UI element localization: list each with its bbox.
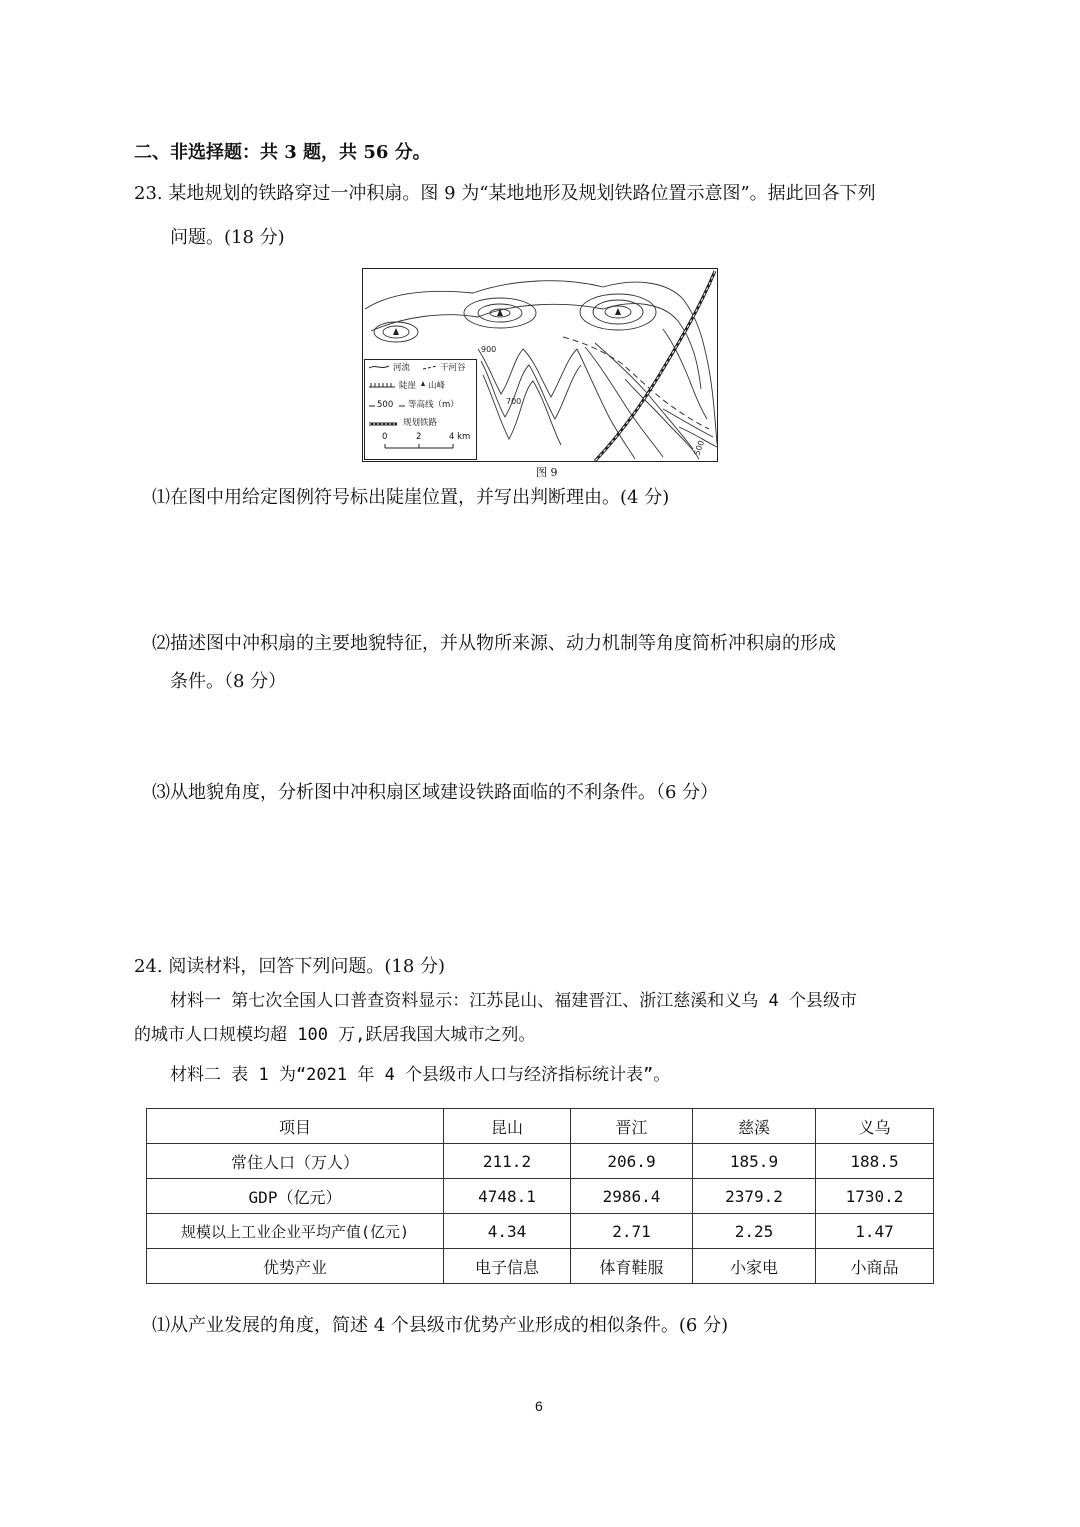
q23-sub3: ⑶从地貌角度，分析图中冲积扇区域建设铁路面临的不利条件。（6 分） xyxy=(152,782,719,803)
table-row xyxy=(147,1144,934,1179)
table-header-cell: 晋江 xyxy=(571,1109,693,1144)
peak-marker xyxy=(393,328,399,335)
table-cell: 4.34 xyxy=(444,1214,571,1249)
legend-dry-valley-label: 干河谷 xyxy=(440,363,466,373)
q24-sub1: ⑴从产业发展的角度，简述 4 个县级市优势产业形成的相似条件。(6 分) xyxy=(152,1315,729,1336)
q23-stem-line1: 23. 某地规划的铁路穿过一冲积扇。图 9 为“某地地形及规划铁路位置示意图”。据此回各下列 xyxy=(134,183,876,204)
section-heading: 二、非选择题：共 3 题，共 56 分。 xyxy=(134,142,431,163)
table-cell: 206.9 xyxy=(571,1144,693,1179)
table-cell: GDP（亿元） xyxy=(147,1179,444,1214)
legend-cliff-label: 陡崖 xyxy=(399,381,417,391)
table-header-cell: 义乌 xyxy=(816,1109,934,1144)
legend-contour-sample-label: 500 xyxy=(377,400,394,410)
table-row xyxy=(147,1179,934,1214)
page-number: 6 xyxy=(535,1398,543,1414)
q24-material1-line1: 材料一 第七次全国人口普查资料显示：江苏昆山、福建晋江、浙江慈溪和义乌 4 个县级市 xyxy=(170,991,857,1011)
figure-caption: 图 9 xyxy=(536,466,558,479)
q24-material2: 材料二 表 1 为“2021 年 4 个县级市人口与经济指标统计表”。 xyxy=(170,1065,671,1085)
table-cell: 2.71 xyxy=(571,1214,693,1249)
table-row xyxy=(147,1214,934,1249)
map-legend xyxy=(364,359,477,460)
contour-line xyxy=(481,361,581,419)
table-cell: 电子信息 xyxy=(444,1249,571,1284)
q24-stem: 24. 阅读材料，回答下列问题。(18 分) xyxy=(134,956,446,977)
table-cell: 2986.4 xyxy=(571,1179,693,1214)
table-cell: 2.25 xyxy=(693,1214,816,1249)
table-cell: 体育鞋服 xyxy=(571,1249,693,1284)
legend-peak-label: 山峰 xyxy=(428,381,446,391)
scale-bar-icon xyxy=(385,444,453,448)
table-cell: 211.2 xyxy=(444,1144,571,1179)
legend-river-label: 河流 xyxy=(393,363,411,373)
table-cell: 2379.2 xyxy=(693,1179,816,1214)
q23-sub2-line1: ⑵描述图中冲积扇的主要地貌特征，并从物所来源、动力机制等角度简析冲积扇的形成 xyxy=(152,633,836,654)
legend-railway-label: 规划铁路 xyxy=(403,418,438,428)
q23-sub2-line2: 条件。（8 分） xyxy=(170,671,287,692)
legend-contour-label: 等高线（m） xyxy=(408,400,459,410)
table-cell: 小家电 xyxy=(693,1249,816,1284)
table-cell: 优势产业 xyxy=(147,1249,444,1284)
table-cell: 1730.2 xyxy=(816,1179,934,1214)
scale-tick-4km: 4 km xyxy=(449,432,471,442)
topographic-map-figure xyxy=(362,268,718,462)
contour-line xyxy=(585,347,663,457)
table-cell: 188.5 xyxy=(816,1144,934,1179)
table-header-cell: 昆山 xyxy=(444,1109,571,1144)
contour-line xyxy=(663,409,713,437)
dry-valley-icon xyxy=(423,366,437,369)
statistics-table xyxy=(146,1108,934,1284)
table-header-row xyxy=(147,1109,934,1144)
peak-icon xyxy=(421,381,425,386)
contour-line xyxy=(577,349,635,459)
peak-marker xyxy=(615,308,621,315)
table-cell: 4748.1 xyxy=(444,1179,571,1214)
table-cell: 185.9 xyxy=(693,1144,816,1179)
scale-tick-0: 0 xyxy=(382,432,388,442)
contour-line xyxy=(595,343,693,449)
dry-valley-line xyxy=(563,337,709,429)
contour-label-900: 900 xyxy=(481,345,497,354)
table-cell: 常住人口（万人） xyxy=(147,1144,444,1179)
contour-label-700: 700 xyxy=(506,397,522,406)
contour-line xyxy=(663,329,707,419)
table-row xyxy=(147,1249,934,1284)
contour-line xyxy=(625,379,699,459)
scale-tick-2: 2 xyxy=(416,432,422,442)
contour-label-500: 500 xyxy=(692,439,707,457)
q23-sub1: ⑴在图中用给定图例符号标出陡崖位置，并写出判断理由。(4 分) xyxy=(152,487,670,508)
q23-stem-line2: 问题。(18 分) xyxy=(170,227,285,248)
table-cell: 规模以上工业企业平均产值(亿元) xyxy=(147,1214,444,1249)
q24-material1-line2: 的城市人口规模均超 100 万,跃居我国大城市之列。 xyxy=(134,1025,536,1045)
contour-line xyxy=(483,375,561,445)
table-header-cell: 慈溪 xyxy=(693,1109,816,1144)
river-icon xyxy=(369,366,389,368)
table-cell: 1.47 xyxy=(816,1214,934,1249)
cliff-icon xyxy=(369,383,395,387)
table-header-cell: 项目 xyxy=(147,1109,444,1144)
table-cell: 小商品 xyxy=(816,1249,934,1284)
